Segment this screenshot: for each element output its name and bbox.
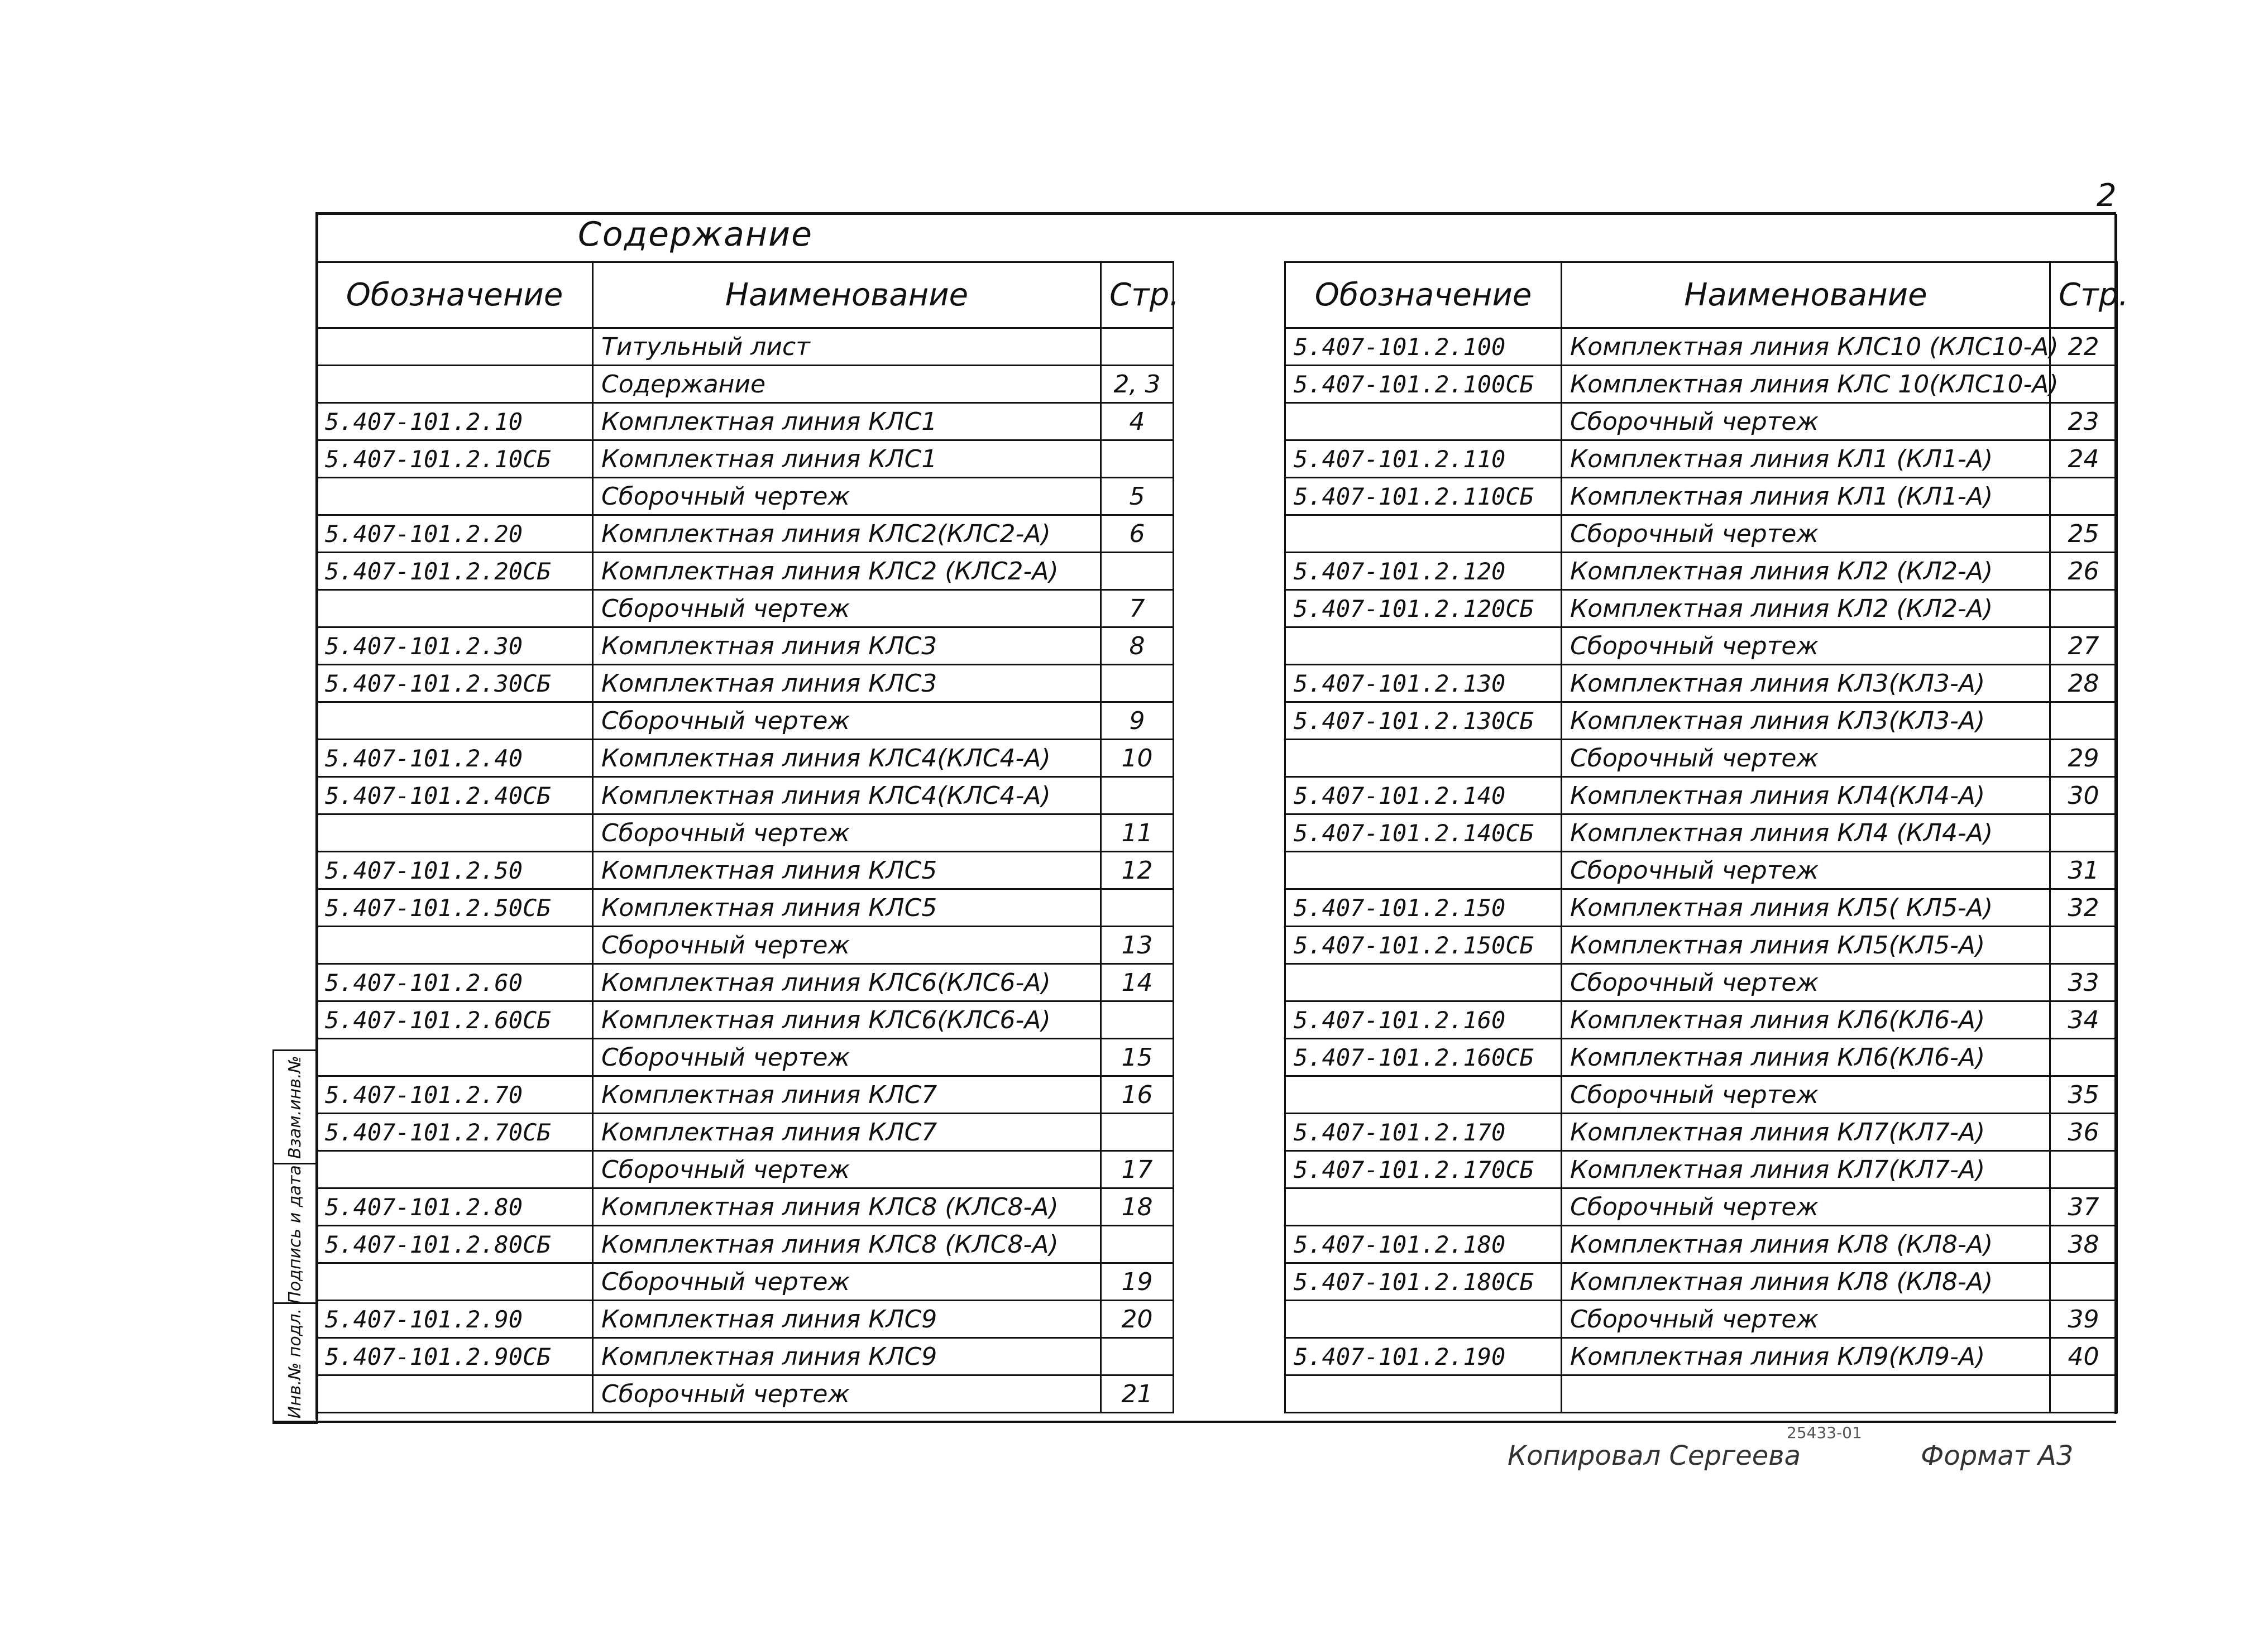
row-page [2050, 590, 2117, 627]
row-designation: 5.407-101.2.70СБ [317, 1114, 593, 1151]
row-designation: 5.407-101.2.140 [1285, 777, 1562, 814]
row-page: 35 [2050, 1076, 2117, 1114]
table-row [1285, 964, 2117, 1001]
row-designation: 5.407-101.2.50 [317, 852, 593, 889]
row-page: 8 [1101, 627, 1174, 665]
row-page: 12 [1101, 852, 1174, 889]
row-page [2050, 1375, 2117, 1413]
row-designation: 5.407-101.2.60 [317, 964, 593, 1001]
table-row [1285, 403, 2117, 440]
row-page: 13 [1101, 927, 1174, 964]
table-row [317, 814, 1174, 852]
row-designation: 5.407-101.2.130 [1285, 665, 1562, 702]
table-row [317, 1114, 1174, 1151]
row-designation: 5.407-101.2.190 [1285, 1338, 1562, 1375]
row-page: 24 [2050, 440, 2117, 478]
table-row [317, 1263, 1174, 1301]
row-page: 18 [1101, 1188, 1174, 1226]
row-name: Комплектная линия КЛ1 (КЛ1-А) [1562, 478, 2050, 515]
row-name: Комплектная линия КЛС9 [593, 1338, 1101, 1375]
row-name: Комплектная линия КЛС4(КЛС4-А) [593, 777, 1101, 814]
row-designation: 5.407-101.2.10СБ [317, 440, 593, 478]
header-name: Наименование [593, 262, 1101, 328]
row-page: 15 [1101, 1039, 1174, 1076]
row-designation [1285, 852, 1562, 889]
row-designation: 5.407-101.2.160 [1285, 1001, 1562, 1039]
table-row [317, 1039, 1174, 1076]
header-name: Наименование [1562, 262, 2050, 328]
table-row [317, 852, 1174, 889]
table-row [1285, 1001, 2117, 1039]
table-row [1285, 553, 2117, 590]
row-page [1101, 553, 1174, 590]
table-row [317, 1375, 1174, 1413]
row-name: Комплектная линия КЛС6(КЛС6-А) [593, 1001, 1101, 1039]
row-page [2050, 1263, 2117, 1301]
row-page: 38 [2050, 1226, 2117, 1263]
row-designation: 5.407-101.2.100 [1285, 328, 1562, 366]
row-page [1101, 1226, 1174, 1263]
paper-format: Формат А3 [1921, 1440, 2074, 1471]
row-designation: 5.407-101.2.170 [1285, 1114, 1562, 1151]
row-designation [317, 366, 593, 403]
table-row [1285, 777, 2117, 814]
table-row [1285, 1114, 2117, 1151]
row-name: Сборочный чертеж [593, 702, 1101, 740]
row-name: Сборочный чертеж [593, 1039, 1101, 1076]
row-designation: 5.407-101.2.40СБ [317, 777, 593, 814]
table-row [1285, 590, 2117, 627]
row-name: Комплектная линия КЛ2 (КЛ2-А) [1562, 590, 2050, 627]
row-designation [317, 814, 593, 852]
table-row [1285, 927, 2117, 964]
row-name: Комплектная линия КЛС5 [593, 852, 1101, 889]
row-page: 9 [1101, 702, 1174, 740]
row-name: Сборочный чертеж [1562, 403, 2050, 440]
row-page: 19 [1101, 1263, 1174, 1301]
row-name: Комплектная линия КЛС3 [593, 627, 1101, 665]
row-page [1101, 1114, 1174, 1151]
row-page [2050, 478, 2117, 515]
table-row [317, 590, 1174, 627]
row-page [2050, 366, 2117, 403]
row-designation: 5.407-101.2.110СБ [1285, 478, 1562, 515]
table-row [1285, 740, 2117, 777]
row-name: Комплектная линия КЛ7(КЛ7-А) [1562, 1114, 2050, 1151]
row-page: 14 [1101, 964, 1174, 1001]
page-title: Содержание [578, 215, 814, 254]
row-designation: 5.407-101.2.180 [1285, 1226, 1562, 1263]
table-row [1285, 328, 2117, 366]
row-designation: 5.407-101.2.110 [1285, 440, 1562, 478]
row-designation [1285, 964, 1562, 1001]
row-page: 10 [1101, 740, 1174, 777]
row-designation: 5.407-101.2.30СБ [317, 665, 593, 702]
row-designation [1285, 627, 1562, 665]
table-row [1285, 478, 2117, 515]
row-name: Сборочный чертеж [593, 814, 1101, 852]
row-name: Сборочный чертеж [1562, 515, 2050, 553]
row-designation: 5.407-101.2.10 [317, 403, 593, 440]
row-page: 4 [1101, 403, 1174, 440]
row-designation: 5.407-101.2.20 [317, 515, 593, 553]
row-page [1101, 777, 1174, 814]
row-designation: 5.407-101.2.120СБ [1285, 590, 1562, 627]
row-name: Комплектная линия КЛ5( КЛ5-А) [1562, 889, 2050, 927]
row-designation: 5.407-101.2.170СБ [1285, 1151, 1562, 1188]
row-designation: 5.407-101.2.70 [317, 1076, 593, 1114]
row-name: Сборочный чертеж [1562, 964, 2050, 1001]
row-designation [317, 478, 593, 515]
row-name: Комплектная линия КЛ7(КЛ7-А) [1562, 1151, 2050, 1188]
row-page: 31 [2050, 852, 2117, 889]
row-name: Комплектная линия КЛ4 (КЛ4-А) [1562, 814, 2050, 852]
table-row [317, 665, 1174, 702]
row-name: Сборочный чертеж [593, 927, 1101, 964]
row-page: 2, 3 [1101, 366, 1174, 403]
table-row [317, 889, 1174, 927]
row-page [2050, 1151, 2117, 1188]
row-page [2050, 1039, 2117, 1076]
table-row [317, 403, 1174, 440]
row-name: Комплектная линия КЛС8 (КЛС8-А) [593, 1226, 1101, 1263]
row-name: Сборочный чертеж [1562, 1076, 2050, 1114]
table-row [317, 1301, 1174, 1338]
row-page [1101, 440, 1174, 478]
row-page: 37 [2050, 1188, 2117, 1226]
frame-bottom-line [274, 1421, 2116, 1423]
contents-table-right [1284, 261, 2129, 1413]
row-name: Сборочный чертеж [1562, 627, 2050, 665]
row-page [1101, 1338, 1174, 1375]
row-name: Комплектная линия КЛ2 (КЛ2-А) [1562, 553, 2050, 590]
approval-stamp-strip [272, 1049, 318, 1424]
row-name: Комплектная линия КЛС3 [593, 665, 1101, 702]
row-page [2050, 927, 2117, 964]
row-designation: 5.407-101.2.150СБ [1285, 927, 1562, 964]
row-name: Комплектная линия КЛ8 (КЛ8-А) [1562, 1263, 2050, 1301]
table-row [1285, 1076, 2117, 1114]
table-row [317, 1188, 1174, 1226]
row-designation: 5.407-101.2.60СБ [317, 1001, 593, 1039]
table-row [317, 1076, 1174, 1114]
row-page: 20 [1101, 1301, 1174, 1338]
row-designation: 5.407-101.2.90 [317, 1301, 593, 1338]
table-row [1285, 515, 2117, 553]
row-page: 36 [2050, 1114, 2117, 1151]
table-row [317, 740, 1174, 777]
row-page: 7 [1101, 590, 1174, 627]
row-page: 21 [1101, 1375, 1174, 1413]
table-row [317, 777, 1174, 814]
row-name: Сборочный чертеж [593, 478, 1101, 515]
row-designation: 5.407-101.2.80 [317, 1188, 593, 1226]
row-designation [1285, 515, 1562, 553]
row-page: 6 [1101, 515, 1174, 553]
row-designation [1285, 403, 1562, 440]
sheet-number: 2 [2097, 178, 2117, 214]
table-row [1285, 1039, 2117, 1076]
header-designation: Обозначение [1285, 262, 1562, 328]
row-page: 26 [2050, 553, 2117, 590]
row-page [1101, 665, 1174, 702]
row-designation: 5.407-101.2.130СБ [1285, 702, 1562, 740]
row-name: Комплектная линия КЛС9 [593, 1301, 1101, 1338]
row-name: Комплектная линия КЛС7 [593, 1076, 1101, 1114]
table-row [1285, 852, 2117, 889]
row-designation: 5.407-101.2.30 [317, 627, 593, 665]
row-designation [317, 1263, 593, 1301]
row-designation [317, 1039, 593, 1076]
table-row [1285, 1263, 2117, 1301]
table-row [317, 927, 1174, 964]
row-name: Сборочный чертеж [1562, 852, 2050, 889]
row-designation [317, 1151, 593, 1188]
table-row [317, 702, 1174, 740]
row-name: Комплектная линия КЛС8 (КЛС8-А) [593, 1188, 1101, 1226]
table-row [1285, 1151, 2117, 1188]
row-name: Комплектная линия КЛ3(КЛ3-А) [1562, 702, 2050, 740]
header-page: Стр. [2050, 262, 2117, 328]
stamp-signature-date-label: Подпись и дата [285, 1164, 305, 1304]
stamp-orig-inv [274, 1302, 316, 1422]
table-row [317, 440, 1174, 478]
row-designation [317, 927, 593, 964]
table-row [317, 328, 1174, 366]
table-row [1285, 440, 2117, 478]
row-name: Комплектная линия КЛС10 (КЛС10-А) [1562, 328, 2050, 366]
row-designation: 5.407-101.2.40 [317, 740, 593, 777]
table-row [317, 366, 1174, 403]
row-page: 33 [2050, 964, 2117, 1001]
row-designation: 5.407-101.2.120 [1285, 553, 1562, 590]
row-name: Сборочный чертеж [593, 1375, 1101, 1413]
row-name: Сборочный чертеж [593, 1151, 1101, 1188]
row-page: 25 [2050, 515, 2117, 553]
row-name: Содержание [593, 366, 1101, 403]
row-page: 5 [1101, 478, 1174, 515]
row-name: Сборочный чертеж [1562, 1301, 2050, 1338]
table-row [1285, 702, 2117, 740]
table-row [317, 1151, 1174, 1188]
row-name: Комплектная линия КЛ5(КЛ5-А) [1562, 927, 2050, 964]
row-page: 32 [2050, 889, 2117, 927]
row-name: Комплектная линия КЛС4(КЛС4-А) [593, 740, 1101, 777]
row-page: 40 [2050, 1338, 2117, 1375]
row-designation [1285, 1076, 1562, 1114]
row-page: 27 [2050, 627, 2117, 665]
row-page [1101, 1001, 1174, 1039]
row-designation: 5.407-101.2.180СБ [1285, 1263, 1562, 1301]
row-name: Комплектная линия КЛС2 (КЛС2-А) [593, 553, 1101, 590]
row-designation [317, 590, 593, 627]
row-name: Комплектная линия КЛ6(КЛ6-А) [1562, 1001, 2050, 1039]
row-designation: 5.407-101.2.140СБ [1285, 814, 1562, 852]
row-designation [317, 702, 593, 740]
row-designation [1285, 1188, 1562, 1226]
stamp-orig-inv-label: Инв.№ подл. [285, 1308, 305, 1418]
row-designation: 5.407-101.2.50СБ [317, 889, 593, 927]
row-name: Комплектная линия КЛС 10(КЛС10-А) [1562, 366, 2050, 403]
row-name: Сборочный чертеж [593, 590, 1101, 627]
row-page: 23 [2050, 403, 2117, 440]
table-row [317, 1338, 1174, 1375]
row-name: Комплектная линия КЛ9(КЛ9-А) [1562, 1338, 2050, 1375]
table-row [317, 515, 1174, 553]
header-row [317, 262, 1174, 328]
row-name: Комплектная линия КЛС2(КЛС2-А) [593, 515, 1101, 553]
table-row [317, 478, 1174, 515]
row-name: Комплектная линия КЛ3(КЛ3-А) [1562, 665, 2050, 702]
table-row [1285, 1338, 2117, 1375]
stamp-signature-date [274, 1163, 316, 1304]
row-designation: 5.407-101.2.100СБ [1285, 366, 1562, 403]
row-name: Сборочный чертеж [1562, 740, 2050, 777]
row-designation [1285, 1375, 1562, 1413]
row-designation: 5.407-101.2.160СБ [1285, 1039, 1562, 1076]
table-row [317, 964, 1174, 1001]
table-row [1285, 665, 2117, 702]
row-name [1562, 1375, 2050, 1413]
table-row [317, 1001, 1174, 1039]
header-page: Стр. [1101, 262, 1174, 328]
row-page: 16 [1101, 1076, 1174, 1114]
row-page: 39 [2050, 1301, 2117, 1338]
archive-code: 25433-01 [1787, 1423, 1862, 1442]
stamp-replace-inv-label: Взам.инв.№ [285, 1055, 305, 1159]
row-designation [1285, 1301, 1562, 1338]
row-designation: 5.407-101.2.90СБ [317, 1338, 593, 1375]
row-designation [317, 328, 593, 366]
row-name: Комплектная линия КЛ8 (КЛ8-А) [1562, 1226, 2050, 1263]
header-row [1285, 262, 2117, 328]
table-row [1285, 1301, 2117, 1338]
table-row [1285, 1226, 2117, 1263]
stamp-replace-inv [274, 1051, 316, 1163]
row-designation: 5.407-101.2.150 [1285, 889, 1562, 927]
table-row [1285, 1188, 2117, 1226]
row-name: Комплектная линия КЛС1 [593, 403, 1101, 440]
row-name: Комплектная линия КЛС5 [593, 889, 1101, 927]
header-designation: Обозначение [317, 262, 593, 328]
row-page: 17 [1101, 1151, 1174, 1188]
contents-table-left [315, 261, 1180, 1413]
table-row [1285, 1375, 2117, 1413]
row-page [1101, 328, 1174, 366]
table-row [1285, 366, 2117, 403]
row-page: 11 [1101, 814, 1174, 852]
table-row [1285, 889, 2117, 927]
table-row [1285, 627, 2117, 665]
row-page [2050, 814, 2117, 852]
row-name: Сборочный чертеж [1562, 1188, 2050, 1226]
row-name: Комплектная линия КЛ6(КЛ6-А) [1562, 1039, 2050, 1076]
row-name: Комплектная линия КЛ4(КЛ4-А) [1562, 777, 2050, 814]
copied-by-signature: Копировал Сергеева [1508, 1440, 1801, 1471]
row-designation: 5.407-101.2.80СБ [317, 1226, 593, 1263]
row-name: Комплектная линия КЛС6(КЛС6-А) [593, 964, 1101, 1001]
table-row [317, 553, 1174, 590]
row-page: 30 [2050, 777, 2117, 814]
row-page: 22 [2050, 328, 2117, 366]
row-page [1101, 889, 1174, 927]
row-name: Комплектная линия КЛС7 [593, 1114, 1101, 1151]
row-name: Сборочный чертеж [593, 1263, 1101, 1301]
table-row [1285, 814, 2117, 852]
table-row [317, 1226, 1174, 1263]
row-designation: 5.407-101.2.20СБ [317, 553, 593, 590]
row-name: Комплектная линия КЛС1 [593, 440, 1101, 478]
row-name: Комплектная линия КЛ1 (КЛ1-А) [1562, 440, 2050, 478]
row-page: 29 [2050, 740, 2117, 777]
row-page [2050, 702, 2117, 740]
row-designation [1285, 740, 1562, 777]
row-page: 28 [2050, 665, 2117, 702]
row-designation [317, 1375, 593, 1413]
row-name: Титульный лист [593, 328, 1101, 366]
table-row [317, 627, 1174, 665]
row-page: 34 [2050, 1001, 2117, 1039]
